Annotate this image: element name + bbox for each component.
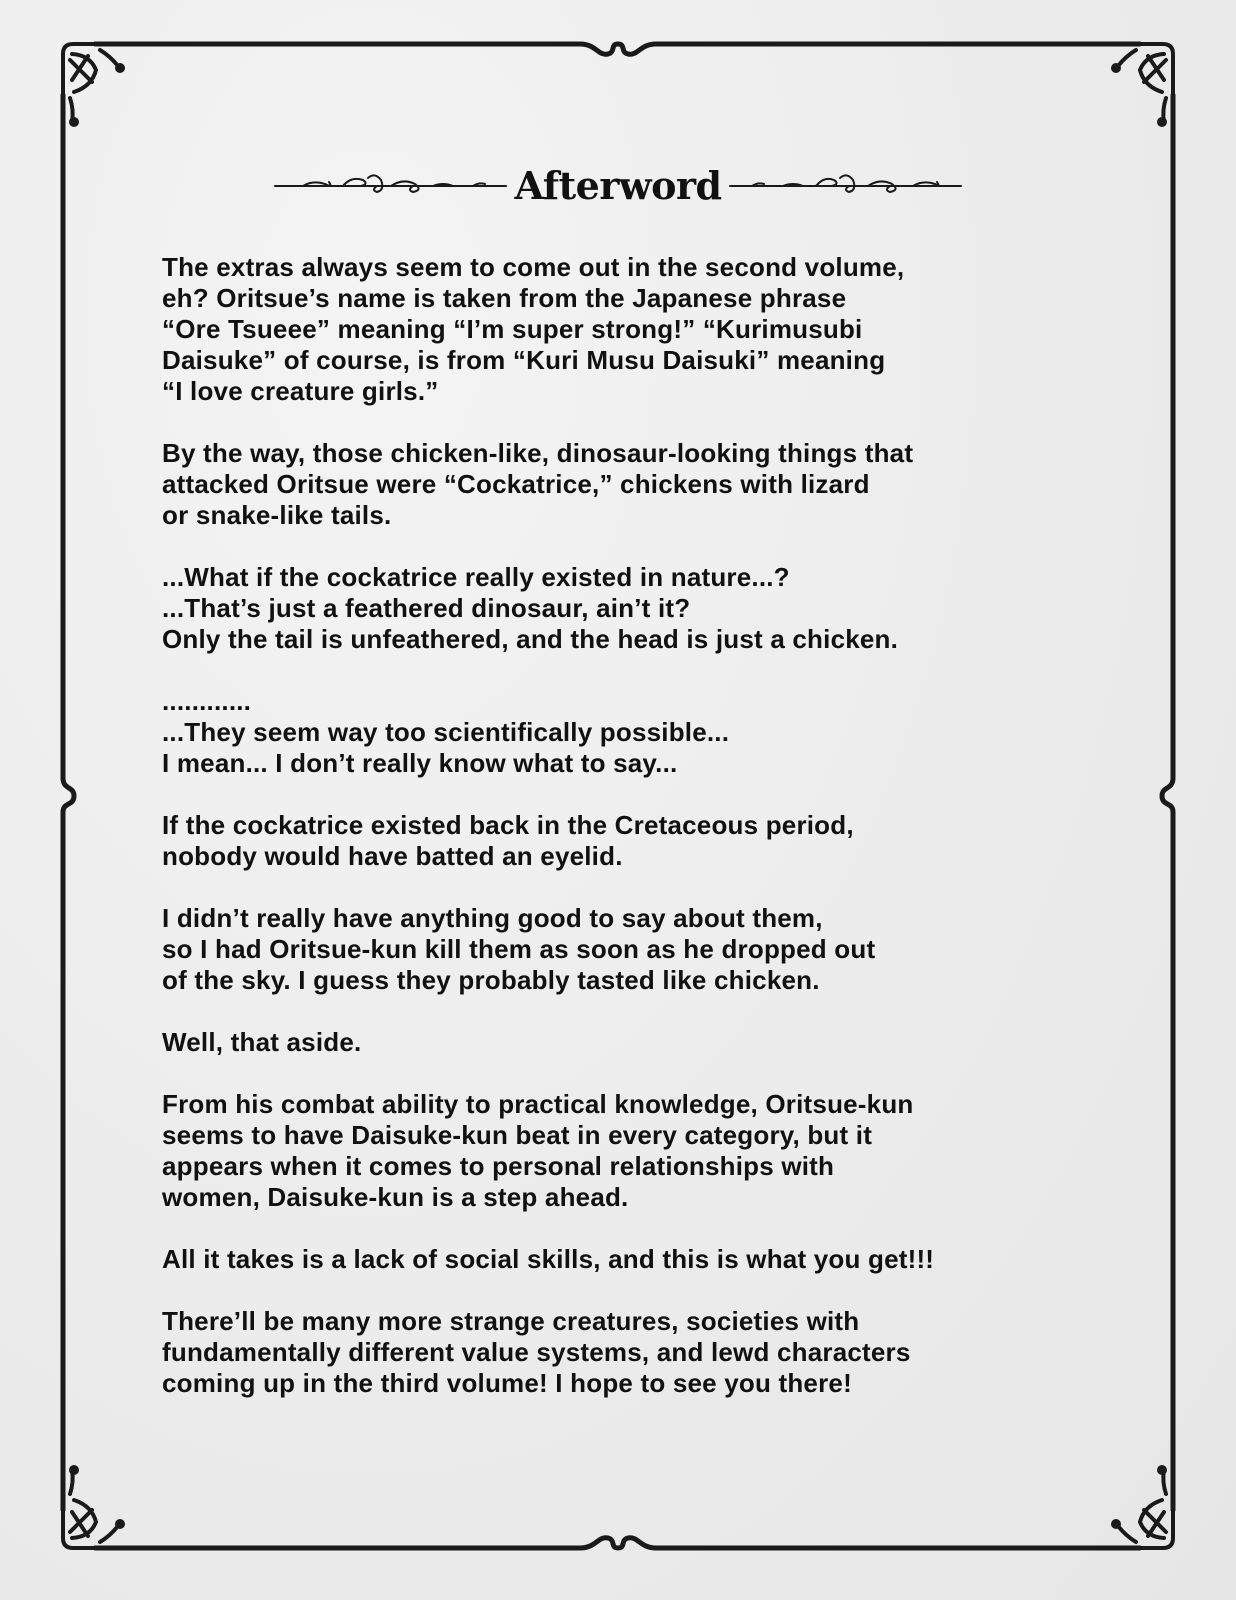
text-line: attacked Oritsue were “Cockatrice,” chickens with lizard (162, 469, 870, 499)
text-line: Well, that aside. (162, 1027, 362, 1057)
paragraph (162, 252, 1062, 407)
celtic-knot-corner-icon (1113, 44, 1173, 125)
border-right (1162, 95, 1173, 1510)
text-line: I mean... I don’t really know what to say... (162, 748, 678, 778)
border-left (63, 95, 74, 1510)
text-line: By the way, those chicken-like, dinosaur-looking things that (162, 438, 914, 468)
text-line: women, Daisuke-kun is a step ahead. (162, 1182, 629, 1212)
text-line: fundamentally different value systems, and lewd characters (162, 1337, 911, 1367)
text-line: All it takes is a lack of social skills, and this is what you get!!! (162, 1244, 935, 1274)
text-line: I didn’t really have anything good to say about them, (162, 903, 823, 933)
celtic-knot-corner-icon (63, 44, 123, 125)
paragraph (162, 562, 1062, 655)
text-line: so I had Oritsue-kun kill them as soon as he dropped out (162, 934, 876, 964)
celtic-knot-corner-icon (1113, 1467, 1173, 1548)
text-line: seems to have Daisuke-kun beat in every category, but it (162, 1120, 873, 1150)
text-line: ............ (162, 686, 252, 716)
border-top (95, 44, 1140, 54)
paragraph (162, 1027, 1062, 1058)
paragraph (162, 686, 1062, 779)
left-flourish-icon (273, 170, 508, 200)
text-line: coming up in the third volume! I hope to see you there! (162, 1368, 852, 1398)
paragraph (162, 1306, 1062, 1399)
text-line: If the cockatrice existed back in the Cretaceous period, (162, 810, 854, 840)
text-line: “I love creature girls.” (162, 376, 439, 406)
text-line: ...That’s just a feathered dinosaur, ain’t it? (162, 593, 691, 623)
text-line: eh? Oritsue’s name is taken from the Japanese phrase (162, 283, 847, 313)
right-flourish-icon (728, 170, 963, 200)
page-title: Afterword (514, 162, 722, 208)
afterword-body (162, 252, 1062, 1430)
text-line: nobody would have batted an eyelid. (162, 841, 623, 871)
text-line: There’ll be many more strange creatures, societies with (162, 1306, 860, 1336)
text-line: Only the tail is unfeathered, and the head is just a chicken. (162, 624, 899, 654)
text-line: or snake-like tails. (162, 500, 392, 530)
text-line: From his combat ability to practical knowledge, Oritsue-kun (162, 1089, 914, 1119)
text-line: “Ore Tsueee” meaning “I’m super strong!” “Kurimusubi (162, 314, 863, 344)
paragraph (162, 810, 1062, 872)
text-line: Daisuke” of course, is from “Kuri Musu Daisuki” meaning (162, 345, 886, 375)
celtic-knot-corner-icon (63, 1467, 123, 1548)
paragraph (162, 438, 1062, 531)
text-line: The extras always seem to come out in the second volume, (162, 252, 905, 282)
text-line: ...They seem way too scientifically possible... (162, 717, 730, 747)
paragraph (162, 903, 1062, 996)
text-line: appears when it comes to personal relationships with (162, 1151, 835, 1181)
border-bottom (95, 1538, 1140, 1548)
paragraph (162, 1089, 1062, 1213)
text-line: of the sky. I guess they probably tasted like chicken. (162, 965, 820, 995)
title-row (0, 160, 1236, 210)
paragraph (162, 1244, 1062, 1275)
text-line: ...What if the cockatrice really existed in nature...? (162, 562, 790, 592)
